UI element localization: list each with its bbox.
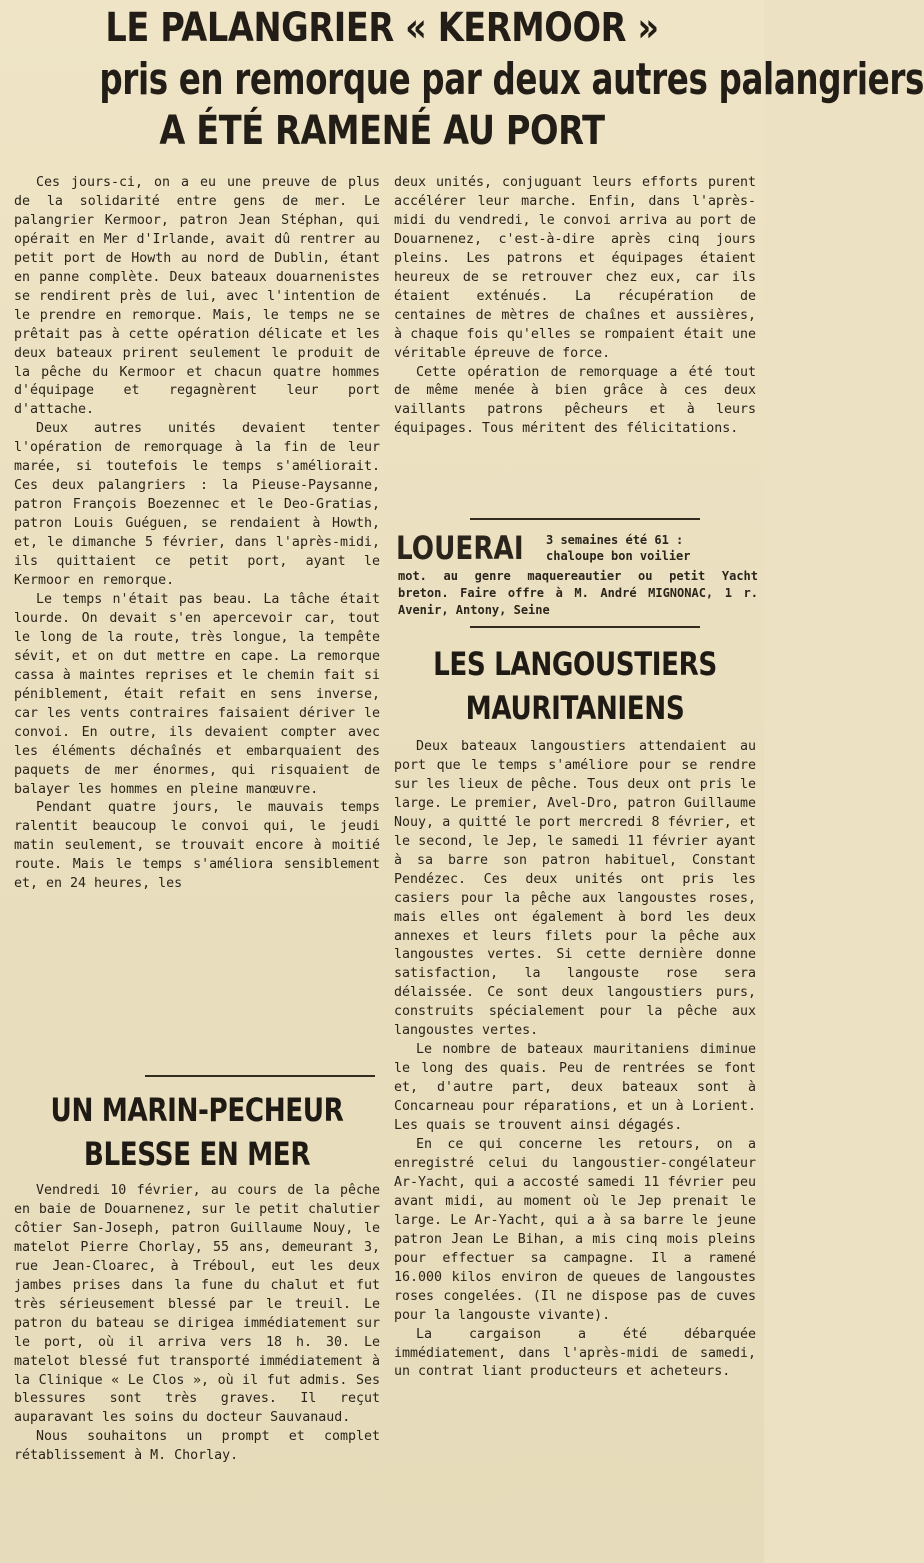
headline-line-3: A ÉTÉ RAMENÉ AU PORT xyxy=(159,108,605,154)
langoustiers-article-body xyxy=(394,738,756,1382)
ad-title: LOUERAI xyxy=(396,529,524,567)
kermoor-paragraph: Ces jours-ci, on a eu une preuve de plus de la solidarité entre gens de mer. Le palangrier Kermoor, patron Jean Stéphan, qui opérait en Mer d'Irlande, avait dû rentrer au petit port de Howth au nord de Dublin, étant en panne complète. Deux bateaux douarnenistes se rendirent près de lui, avec l'intention de le prendre en remorque. Mais, le temps ne se prêtait pas à cette opération délicate et les deux bateaux prirent seulement le produit de la pêche du Kermoor et chacun quatre hommes d'équipage et regagnèrent leur port d'attache. xyxy=(14,175,380,418)
classified-ad xyxy=(394,528,756,618)
marin-divider xyxy=(145,1075,375,1077)
langoustiers-paragraph: La cargaison a été débarquée immédiatement, dans l'après-midi de samedi, un contrat liant producteurs et acheteurs. xyxy=(394,1326,756,1380)
langoustiers-paragraph: En ce qui concerne les retours, on a enregistré celui du langoustier-congélateur Ar-Yacht, qui a accosté samedi 11 février peu avant midi, au moment où le Jep prenait le large. Le Ar-Yacht, qui a à sa barre le jeune patron Jean Le Bihan, a mis cinq mois pleins pour effectuer sa campagne. Il a ramené 16.000 kilos environ de queues de langoustes roses congelées. (Il ne dispose pas de cuves pour la langouste vivante). xyxy=(394,1137,756,1323)
kermoor-article-right-column xyxy=(394,174,756,439)
ad-top-divider xyxy=(470,518,700,520)
headline-line-2: pris en remorque par deux autres palangriers xyxy=(99,54,924,105)
ad-line-1 xyxy=(546,532,756,564)
kermoor-paragraph: Le temps n'était pas beau. La tâche était lourde. On devait s'en apercevoir car, tout le long de la route, très longue, la tempête sévit, et on dut mettre en cape. La remorque cassa à maintes reprises et le chemin fait si péniblement, était refait en sens inverse, car les vents contraires faisaient dériver le convoi. En outre, ils devaient compter avec les éléments déchaînés et embarquaient des paquets de mer énormes, qui risquaient de balayer les hommes en pleine manœuvre. xyxy=(14,591,380,797)
langoustiers-paragraph: Le nombre de bateaux mauritaniens diminue le long des quais. Peu de rentrées se font et, d'autre part, deux bateaux sont à Concarneau pour réparations, et un à Lorient. Les quais se trouvent ainsi dégagés. xyxy=(394,1042,756,1134)
ad-body: mot. au genre maquereautier ou petit Yacht breton. Faire offre à M. André MIGNONAC, 1 r. Avenir, Antony, Seine xyxy=(398,569,758,617)
kermoor-paragraph: Cette opération de remorquage a été tout de même menée à bien grâce à ces deux vaillants patrons pêcheurs et à leurs équipages. Tous méritent des félicitations. xyxy=(394,364,756,437)
marin-article-body xyxy=(14,1182,380,1466)
marin-title-line-2: BLESSE EN MER xyxy=(83,1135,311,1173)
marin-paragraph: Vendredi 10 février, au cours de la pêche en baie de Douarnenez, sur le petit chalutier côtier San-Joseph, patron Guillaume Nouy, le matelot Pierre Chorlay, 55 ans, demeurant 3, rue Jean-Cloarec, à Tréboul, eut les deux jambes prises dans la fune du chalut et fut très sérieusement blessé par le treuil. Le patron du bateau se dirigea immédiatement sur le port, où il arriva vers 18 h. 30. Le matelot blessé fut transporté immédiatement à la Clinique « Le Clos », où il fut admis. Ses blessures sont très graves. Il reçut auparavant les soins du docteur Sauvanaud. xyxy=(14,1183,380,1426)
kermoor-paragraph: Deux autres unités devaient tenter l'opération de remorquage à la fin de leur marée, si toutefois le temps s'améliorait. Ces deux palangriers : la Pieuse-Paysanne, patron François Boezennec et le Deo-Gratias, patron Louis Guéguen, se rendaient à Howth, et, le dimanche 5 février, dans l'après-midi, ils quittaient ce petit port, ayant le Kermoor en remorque. xyxy=(14,421,380,589)
kermoor-paragraph: Pendant quatre jours, le mauvais temps ralentit beaucoup le convoi qui, le jeudi matin seulement, se trouvait encore à moitié route. Mais le temps s'améliora sensiblement et, en 24 heures, les xyxy=(14,800,380,892)
kermoor-article-left-column xyxy=(14,174,380,894)
marin-paragraph: Nous souhaitons un prompt et complet rétablissement à M. Chorlay. xyxy=(14,1429,380,1464)
langoustiers-title-line-1: LES LANGOUSTIERS xyxy=(433,645,717,683)
langoustiers-title-line-2: MAURITANIENS xyxy=(465,689,685,727)
kermoor-paragraph: deux unités, conjuguant leurs efforts purent accélérer leur marche. Enfin, dans l'après-midi du vendredi, le convoi arriva au port de Douarnenez, c'est-à-dire après cinq jours pleins. Les patrons et équipages étaient heureux de se retrouver chez eux, car ils étaient exténués. La récupération de centaines de mètres de chaînes et aussières, à chaque fois qu'elles se rompaient était une véritable épreuve de force. xyxy=(394,175,756,361)
marin-title-line-1: UN MARIN-PECHEUR xyxy=(50,1091,344,1129)
ad-line-1a: 3 semaines été 61 : xyxy=(546,533,684,547)
ad-line-1b: chaloupe bon voilier xyxy=(546,549,691,563)
headline-line-1: LE PALANGRIER « KERMOOR » xyxy=(105,5,659,51)
langoustiers-paragraph: Deux bateaux langoustiers attendaient au port que le temps s'améliore pour se rendre sur les lieux de pêche. Tous deux ont pris le large. Le premier, Avel-Dro, patron Guillaume Nouy, a quitté le port mercredi 8 février, et le second, le Jep, le samedi 11 février ayant à sa barre son patron habituel, Constant Pendézec. Ces deux unités ont pris les casiers pour la pêche aux langoustes roses, mais elles ont également à bord les deux annexes et leurs filets pour la pêche aux langoustes vertes. Si cette dernière donne satisfaction, la langouste rose sera délaissée. Ce sont deux langoustiers purs, construits spécialement pour la pêche aux langoustes vertes. xyxy=(394,739,756,1039)
ad-bottom-divider xyxy=(470,626,700,628)
